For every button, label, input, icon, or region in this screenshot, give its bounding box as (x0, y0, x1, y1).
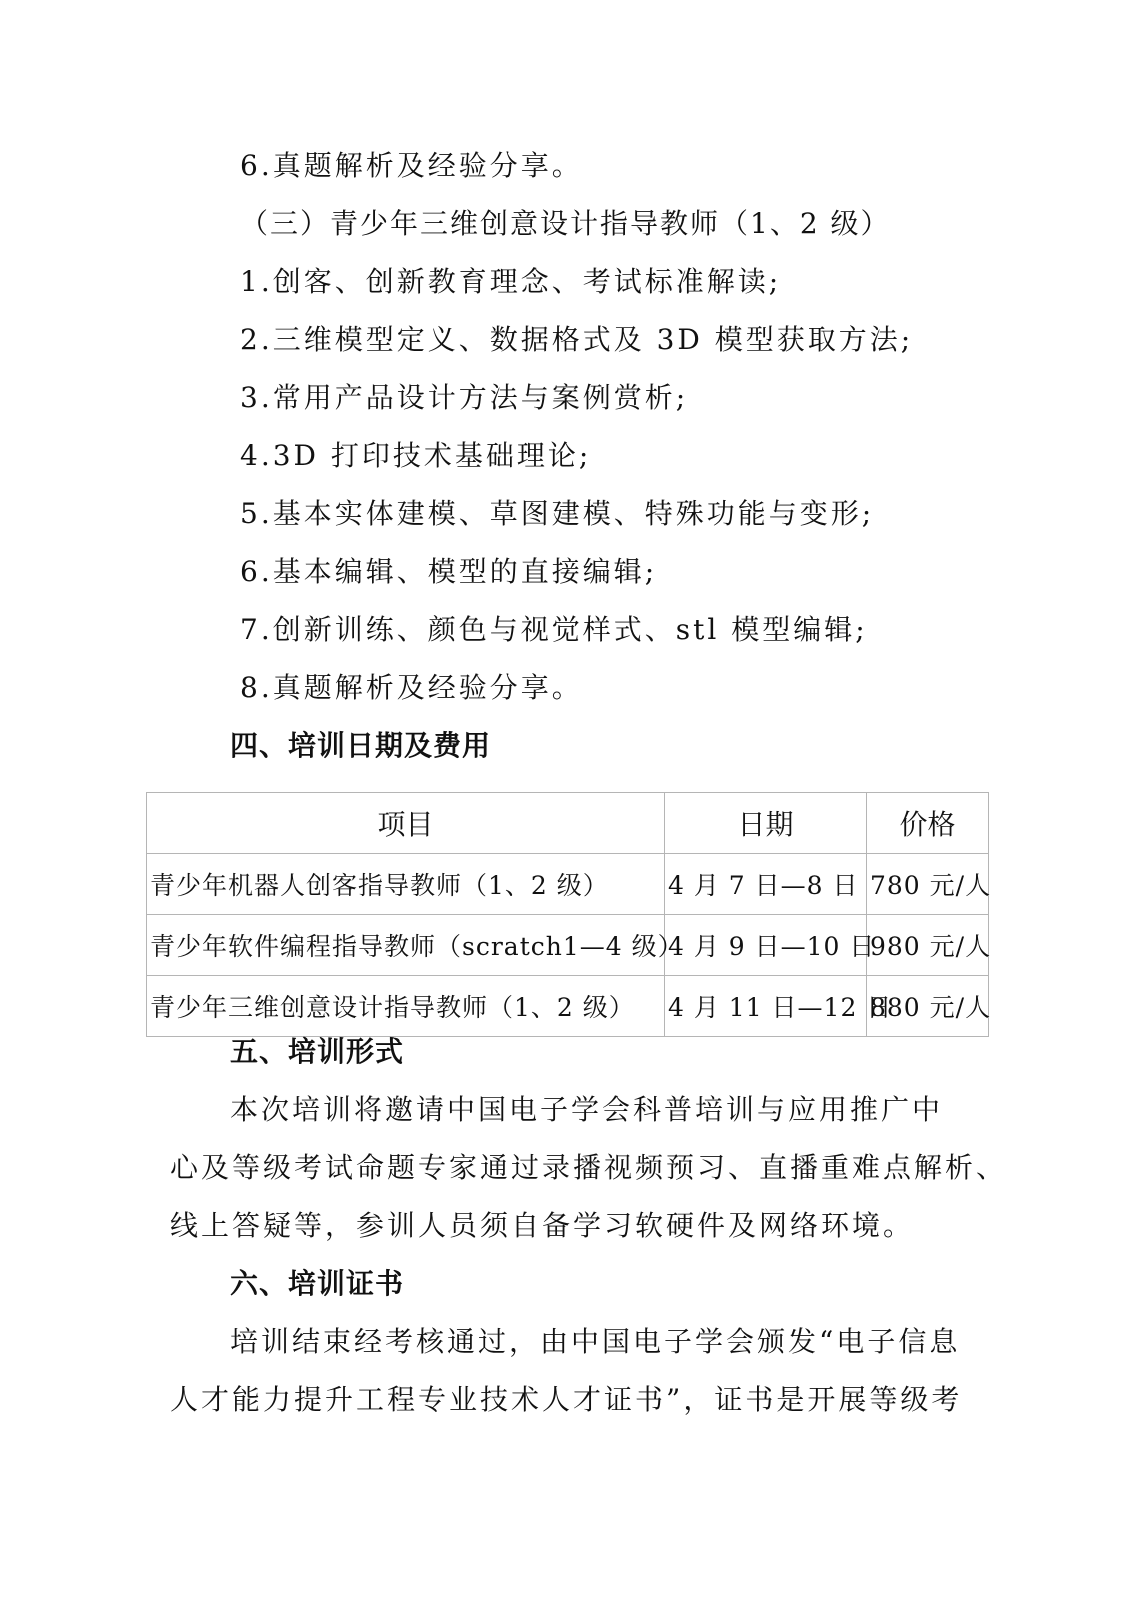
paragraph-line: 人才能力提升工程专业技术人才证书”，证书是开展等级考 (170, 1383, 963, 1416)
table-row (147, 976, 989, 1037)
table-cell: 青少年软件编程指导教师（scratch1—4 级） (147, 915, 665, 976)
table-cell: 4 月 11 日—12 日 (665, 976, 867, 1037)
list-item: 6.真题解析及经验分享。 (240, 149, 583, 182)
section-heading-certificate: 六、培训证书 (230, 1267, 405, 1300)
table-cell: 4 月 9 日—10 日 (665, 915, 867, 976)
table-header-cell: 价格 (867, 793, 989, 854)
table-cell: 980 元/人 (867, 915, 989, 976)
table-cell: 780 元/人 (867, 854, 989, 915)
section-heading-fees: 四、培训日期及费用 (230, 729, 492, 762)
table-header-cell: 项目 (147, 793, 665, 854)
paragraph-line: 本次培训将邀请中国电子学会科普培训与应用推广中 (230, 1093, 944, 1126)
paragraph-line: 培训结束经考核通过，由中国电子学会颁发“电子信息 (230, 1325, 961, 1358)
table-cell: 880 元/人 (867, 976, 989, 1037)
paragraph-line: 心及等级考试命题专家通过录播视频预习、直播重难点解析、 (170, 1151, 1008, 1184)
list-item: 8.真题解析及经验分享。 (240, 671, 583, 704)
list-item: 5.基本实体建模、草图建模、特殊功能与变形; (240, 497, 875, 530)
table-cell: 青少年三维创意设计指导教师（1、2 级） (147, 976, 665, 1037)
table-cell: 4 月 7 日—8 日 (665, 854, 867, 915)
section-heading-format: 五、培训形式 (230, 1035, 405, 1068)
table-row (147, 915, 989, 976)
list-item: 1.创客、创新教育理念、考试标准解读; (240, 265, 782, 298)
list-item: 4.3D 打印技术基础理论; (240, 439, 592, 472)
table-header-cell: 日期 (665, 793, 867, 854)
list-item: 2.三维模型定义、数据格式及 3D 模型获取方法; (240, 323, 914, 356)
list-item: 7.创新训练、颜色与视觉样式、stl 模型编辑; (240, 613, 868, 646)
fees-table (146, 792, 992, 1037)
table-header-row (147, 793, 989, 854)
list-item: 6.基本编辑、模型的直接编辑; (240, 555, 658, 588)
list-item: 3.常用产品设计方法与案例赏析; (240, 381, 689, 414)
paragraph-line: 线上答疑等，参训人员须自备学习软硬件及网络环境。 (170, 1209, 915, 1242)
table-cell: 青少年机器人创客指导教师（1、2 级） (147, 854, 665, 915)
subsection-title: （三）青少年三维创意设计指导教师（1、2 级） (240, 207, 891, 240)
table-row (147, 854, 989, 915)
